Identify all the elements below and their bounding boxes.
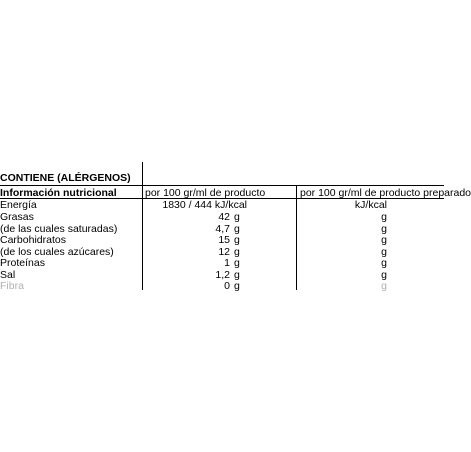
nutrient-name: Carbohidratos — [0, 234, 66, 246]
prepared-unit: kJ/kcal — [354, 199, 387, 211]
nutrient-name: Proteínas — [0, 257, 45, 269]
nutrient-value: 0 — [224, 280, 230, 292]
nutrient-unit: g — [234, 246, 240, 258]
allergens-label: CONTIENE (ALÉRGENOS) — [0, 172, 131, 184]
nutrient-value: 1,2 — [215, 269, 230, 281]
nutrient-value: 15 — [218, 234, 230, 246]
nutrient-value: 42 — [218, 211, 230, 223]
nutrient-value: 1 — [224, 257, 230, 269]
nutrient-value: 4,7 — [215, 223, 230, 235]
nutrition-header-label: Información nutricional — [0, 187, 117, 199]
nutrient-name: Grasas — [0, 211, 34, 223]
prepared-unit: g — [381, 223, 387, 235]
prepared-unit: g — [381, 234, 387, 246]
nutrient-unit: g — [234, 223, 240, 235]
column-divider-1 — [142, 162, 143, 290]
nutrient-unit: g — [234, 211, 240, 223]
per-100-prepared-header: por 100 gr/ml de producto preparado — [300, 187, 471, 199]
nutrient-unit: g — [234, 257, 240, 269]
nutrient-unit: g — [234, 280, 240, 292]
header-rule-top — [0, 185, 444, 186]
prepared-unit: g — [381, 269, 387, 281]
nutrient-name: (de las cuales saturadas) — [0, 223, 118, 235]
nutrient-name: Sal — [0, 269, 16, 281]
nutrient-value: 1830 / 444 kJ/kcal — [162, 199, 247, 211]
nutrient-unit: g — [234, 234, 240, 246]
nutrient-name: (de los cuales azúcares) — [0, 246, 114, 258]
column-divider-2 — [296, 186, 297, 290]
prepared-unit: g — [381, 280, 387, 292]
nutrient-value: 12 — [218, 246, 230, 258]
nutrient-name: Fibra — [0, 280, 24, 292]
nutrient-unit: g — [234, 269, 240, 281]
prepared-unit: g — [381, 211, 387, 223]
prepared-unit: g — [381, 257, 387, 269]
nutrient-name: Energía — [0, 199, 37, 211]
prepared-unit: g — [381, 246, 387, 258]
per-100-header: por 100 gr/ml de producto — [145, 187, 266, 199]
